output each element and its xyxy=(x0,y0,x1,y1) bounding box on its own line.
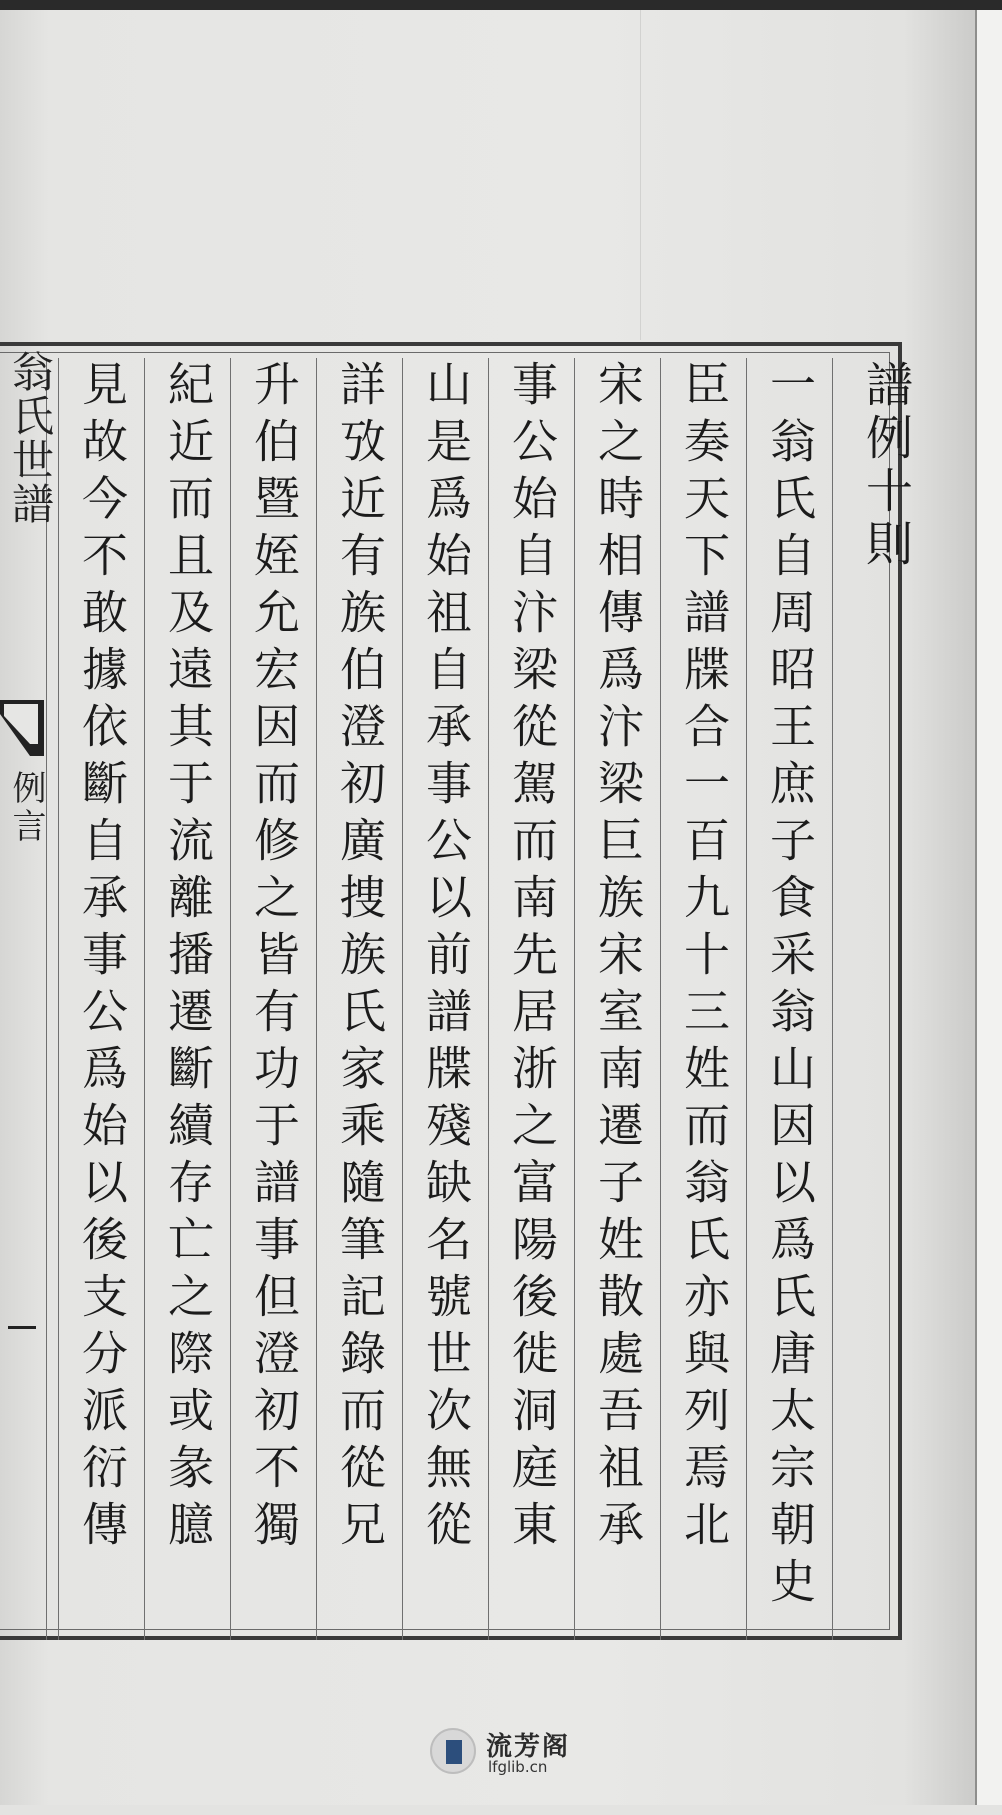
margin-rule xyxy=(46,358,47,1640)
text-column-1: 一翁氏自周昭王庶子食采翁山因以爲氏唐太宗朝史 xyxy=(763,360,817,1614)
watermark-name: 流芳阁 xyxy=(486,1732,571,1762)
text-column-7: 升伯暨姪允宏因而修之皆有功于譜事但澄初不獨 xyxy=(247,360,301,1557)
document-title: 譜例十則 xyxy=(858,360,913,572)
text-column-4: 事公始自汴梁從駕而南先居浙之富陽後徙洞庭東 xyxy=(505,360,559,1557)
text-column-9: 見故今不敢據依斷自承事公爲始以後支分派衍傳 xyxy=(75,360,129,1557)
watermark xyxy=(430,1728,600,1776)
column-rule xyxy=(832,358,833,1640)
scan-top-edge xyxy=(0,0,1002,10)
margin-book-title: 翁氏世譜 xyxy=(6,350,55,526)
page-edge xyxy=(975,10,1002,1805)
margin-page-number xyxy=(8,1326,36,1329)
text-column-8: 紀近而且及遠其于流離播遷斷續存亡之際或彖臆 xyxy=(161,360,215,1557)
column-rule xyxy=(58,358,59,1640)
fish-tail-mark xyxy=(0,700,44,756)
text-column-2: 臣奏天下譜牒合一百九十三姓而翁氏亦與列焉北 xyxy=(677,360,731,1557)
column-rule xyxy=(316,358,317,1640)
column-rule xyxy=(402,358,403,1640)
column-rule xyxy=(488,358,489,1640)
watermark-url: lfglib.cn xyxy=(488,1758,548,1776)
column-rule xyxy=(144,358,145,1640)
fold-line xyxy=(640,10,641,340)
column-rule xyxy=(746,358,747,1640)
watermark-logo-icon xyxy=(430,1728,476,1774)
column-rule xyxy=(660,358,661,1640)
column-rule xyxy=(230,358,231,1640)
text-column-6: 詳攷近有族伯澄初廣捜族氏家乘隨筆記錄而從兄 xyxy=(333,360,387,1557)
text-column-5: 山是爲始祖自承事公以前譜牒殘缺名號世次無從 xyxy=(419,360,473,1557)
margin-section-label: 例言 xyxy=(6,770,46,846)
column-rule xyxy=(574,358,575,1640)
text-column-3: 宋之時相傳爲汴梁巨族宋室南遷子姓散處吾祖承 xyxy=(591,360,645,1557)
